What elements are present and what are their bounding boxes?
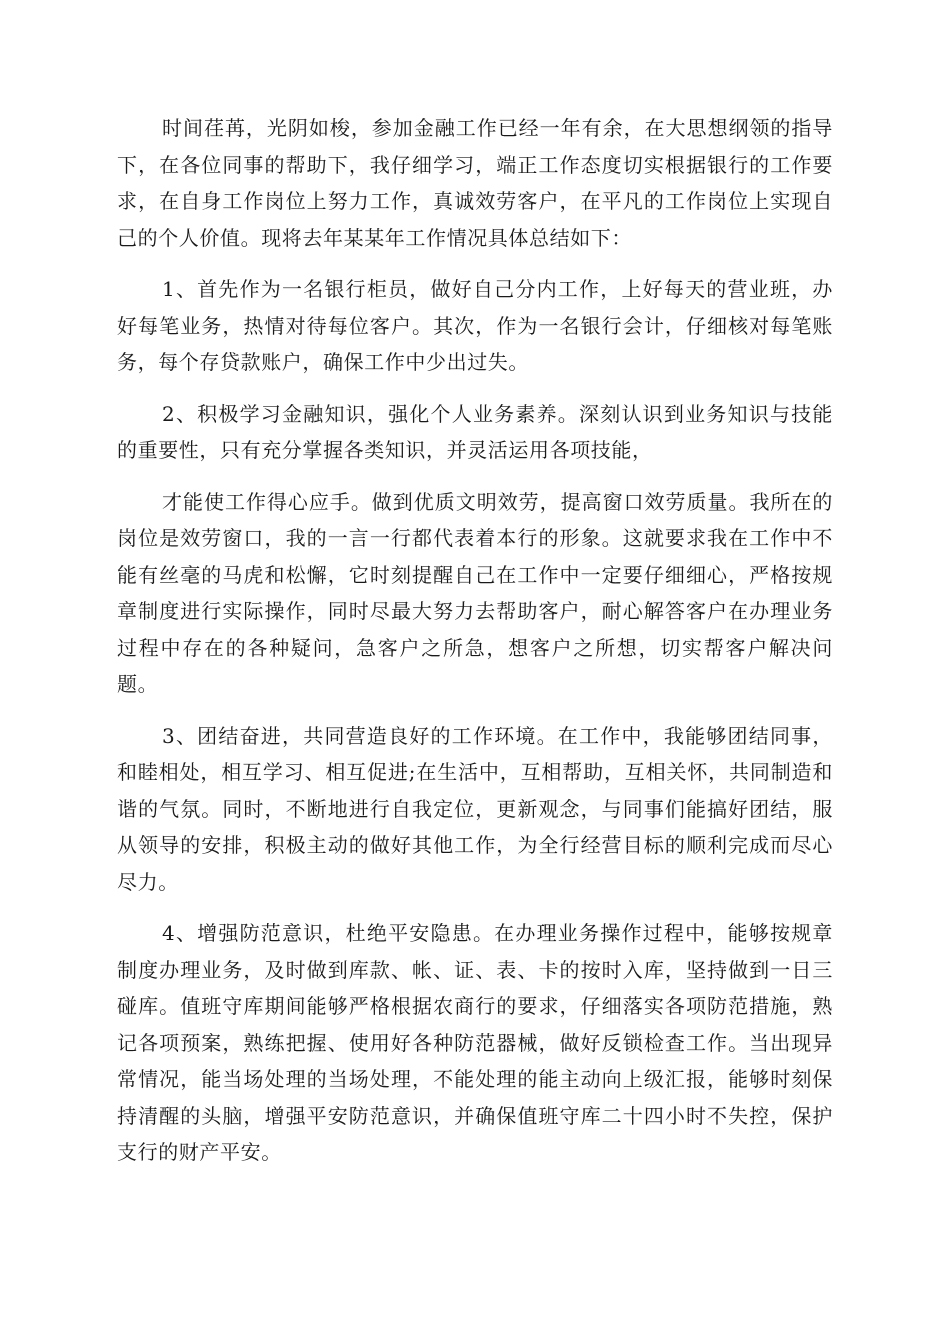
paragraph-intro: 时间荏苒，光阴如梭，参加金融工作已经一年有余，在大思想纲领的指导下，在各位同事的帮助下，我仔细学习，端正工作态度切实根据银行的工作要求，在自身工作岗位上努力工作，真诚效劳客户，在平凡的工作岗位上实现自己的个人价值。现将去年某某年工作情况具体总结如下： <box>117 116 833 250</box>
paragraph-item-2-continued: 才能使工作得心应手。做到优质文明效劳，提高窗口效劳质量。我所在的岗位是效劳窗口，我的一言一行都代表着本行的形象。这就要求我在工作中不能有丝毫的马虎和松懈，它时刻提醒自己在工作中一定要仔细细心，严格按规章制度进行实际操作，同时尽最大努力去帮助客户，耐心解答客户在办理业务过程中存在的各种疑问，急客户之所急，想客户之所想，切实帮客户解决问题。 <box>117 489 833 696</box>
paragraph-item-1: 1、首先作为一名银行柜员，做好自己分内工作，上好每天的营业班，办好每笔业务，热情对待每位客户。其次，作为一名银行会计，仔细核对每笔账务，每个存贷款账户，确保工作中少出过失。 <box>117 277 833 374</box>
paragraph-item-2: 2、积极学习金融知识，强化个人业务素养。深刻认识到业务知识与技能的重要性，只有充分掌握各类知识，并灵活运用各项技能， <box>117 401 833 462</box>
paragraph-item-4: 4、增强防范意识，杜绝平安隐患。在办理业务操作过程中，能够按规章制度办理业务，及时做到库款、帐、证、表、卡的按时入库，坚持做到一日三碰库。值班守库期间能够严格根据农商行的要求，仔细落实各项防范措施，熟记各项预案，熟练把握、使用好各种防范器械，做好反锁检查工作。当出现异常情况，能当场处理的当场处理，不能处理的能主动向上级汇报，能够时刻保持清醒的头脑，增强平安防范意识，并确保值班守库二十四小时不失控，保护支行的财产平安。 <box>117 921 833 1164</box>
paragraph-item-3: 3、团结奋进，共同营造良好的工作环境。在工作中，我能够团结同事，和睦相处，相互学习、相互促进;在生活中，互相帮助，互相关怀，共同制造和谐的气氛。同时，不断地进行自我定位，更新观念，与同事们能搞好团结，服从领导的安排，积极主动的做好其他工作，为全行经营目标的顺利完成而尽心尽力。 <box>117 723 833 894</box>
document-body <box>117 110 833 1186</box>
